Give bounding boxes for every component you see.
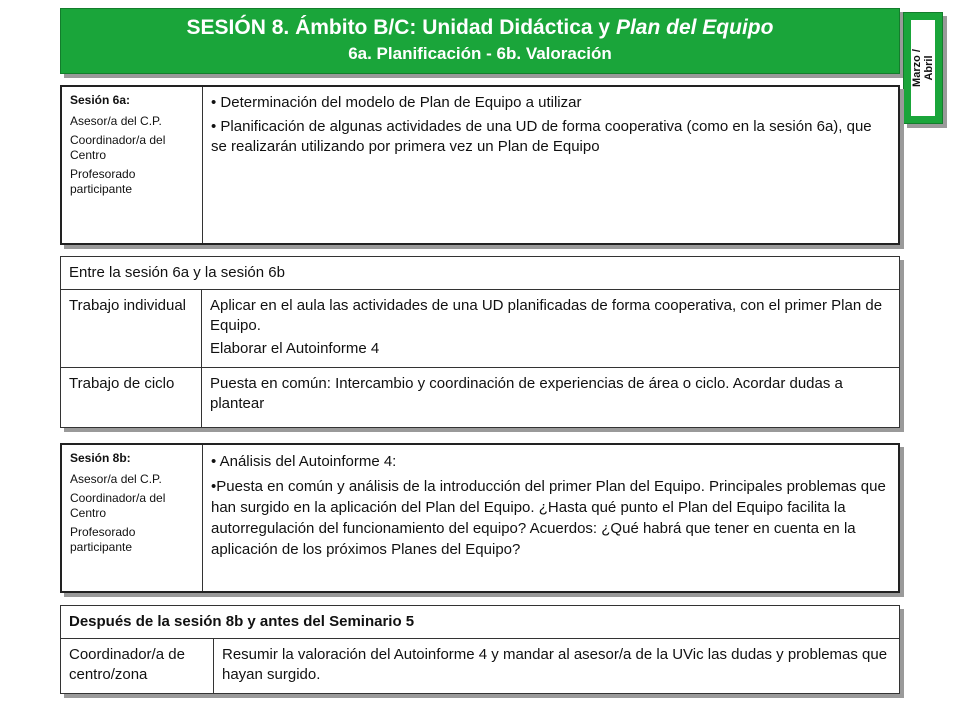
- session-6a-table: [60, 85, 900, 245]
- participant: Profesorado participante: [70, 525, 136, 554]
- list-item: • Análisis del Autoinforme 4:: [211, 453, 397, 470]
- after-session-table: [60, 605, 900, 694]
- participant: Profesorado participante: [70, 167, 136, 196]
- between-heading: Entre la sesión 6a y la sesión 6b: [61, 257, 900, 290]
- page-title: SESIÓN 8. Ámbito B/C: Unidad Didáctica y Plan del Equipo: [186, 16, 774, 39]
- row-label: Trabajo individual: [61, 290, 202, 368]
- date-badge: [903, 12, 943, 124]
- after-heading: Después de la sesión 8b y antes del Seminario 5: [61, 606, 900, 639]
- between-sessions-table: [60, 256, 900, 428]
- row-label: Trabajo de ciclo: [61, 368, 202, 428]
- session-8b-content: [203, 444, 900, 592]
- row-content: [202, 290, 900, 368]
- title-banner: [60, 8, 900, 74]
- session-8b-participants: [61, 444, 203, 592]
- participant: Coordinador/a del Centro: [70, 491, 166, 520]
- list-item: • Determinación del modelo de Plan de Equipo a utilizar: [211, 94, 582, 111]
- row-line: Puesta en común: Intercambio y coordinación de experiencias de área o ciclo. Acordar dudas a plantear: [210, 375, 843, 412]
- row-line: Aplicar en el aula las actividades de una UD planificadas de forma cooperativa, con el primer Plan de Equipo.: [210, 297, 883, 334]
- row-content: [202, 368, 900, 428]
- after-content: Resumir la valoración del Autoinforme 4 y mandar al asesor/a de la UVic las dudas y problemas que hayan surgido.: [214, 639, 900, 694]
- session-8b-table: [60, 443, 900, 593]
- participant: Coordinador/a del Centro: [70, 133, 166, 162]
- session-8b-heading: Sesión 8b:: [70, 451, 131, 465]
- session-6a-heading: Sesión 6a:: [70, 93, 131, 107]
- list-item: • Planificación de algunas actividades de una UD de forma cooperativa (como en la sesión 6a), que se realizarán utilizando por primera vez un Plan de Equipo: [211, 118, 872, 155]
- list-item: •Puesta en común y análisis de la introducción del primer Plan del Equipo. Principales problemas que han surgido en la aplicación del Plan del Equipo. ¿Hasta qué punto el Plan del Equipo facilita la autorregulación del funcionamiento del equipo? Acuerdos: ¿Qué habrá que tener en cuenta en la aplicación de los próximos Planes del Equipo?: [211, 478, 886, 558]
- page-subtitle: 6a. Planificación - 6b. Valoración: [348, 44, 612, 63]
- after-label: Coordinador/a de centro/zona: [61, 639, 214, 694]
- participant: Asesor/a del C.P.: [70, 114, 162, 128]
- date-badge-line2: Abril: [923, 55, 935, 81]
- participant: Asesor/a del C.P.: [70, 472, 162, 486]
- row-line: Elaborar el Autoinforme 4: [210, 340, 380, 357]
- session-6a-participants: [61, 86, 203, 244]
- date-badge-line1: Marzo /: [911, 49, 923, 87]
- session-6a-content: [203, 86, 900, 244]
